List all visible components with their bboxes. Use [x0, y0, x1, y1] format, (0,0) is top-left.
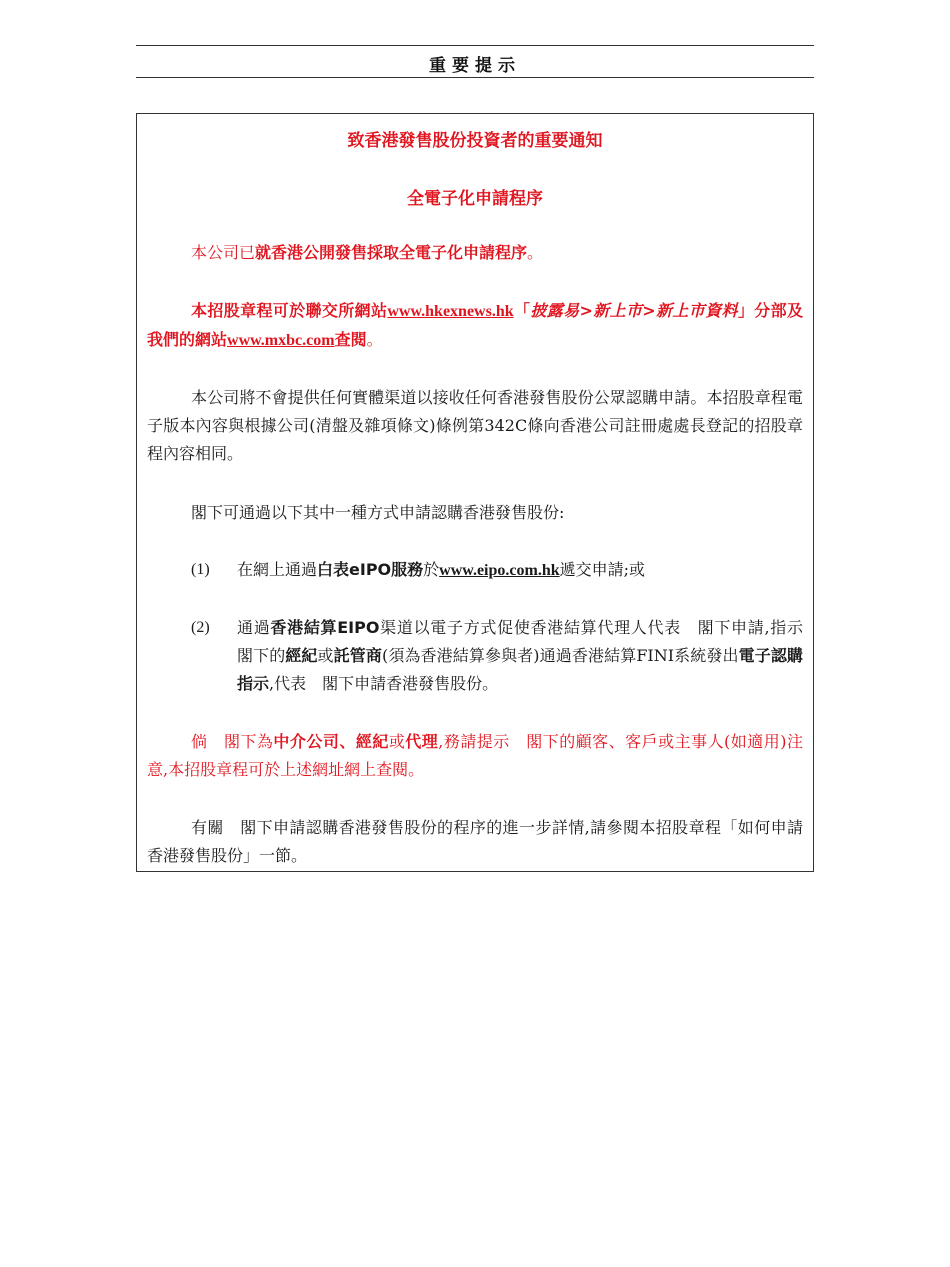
page-header	[136, 45, 814, 78]
paragraph-application-methods: 閣下可通過以下其中一種方式申請認購香港發售股份:	[191, 503, 565, 522]
hkexnews-link[interactable]: www.hkexnews.hk	[387, 303, 514, 320]
company-website-link[interactable]: www.mxbc.com	[227, 332, 335, 349]
paragraph-electronic-process: 本公司已就香港公開發售採取全電子化申請程序。	[191, 243, 544, 262]
notice-title: 致香港發售股份投資者的重要通知	[347, 131, 603, 151]
list-item-white-form: (1) 在網上通過白表eIPO服務於www.eipo.com.hk遞交申請;或	[191, 560, 646, 579]
paragraph-intermediaries: 倘 閣下為中介公司、經紀或代理,務請提示 閣下的顧客、客戶或主事人(如適用)注意,本招股章程可於上述網址網上查閱。	[147, 732, 803, 779]
hkexnews-path: 披露易>新上市>新上市資料	[530, 301, 738, 320]
paragraph-no-physical-channels: 本公司將不會提供任何實體渠道以接收任何香港發售股份公眾認購申請。本招股章程電子版本內容與根據公司(清盤及雜項條文)條例第342C條向香港公司註冊處處長登記的招股章程內容相同。	[147, 388, 803, 463]
paragraph-prospectus-availability: 本招股章程可於聯交所網站www.hkexnews.hk「披露易>新上市>新上市資料」分部及我們的網站www.mxbc.com查閱。	[147, 301, 803, 349]
notice-subtitle: 全電子化申請程序	[407, 189, 543, 209]
notice-box	[136, 113, 819, 872]
list-item-hkscc-eipo: (2) 通過香港結算EIPO渠道以電子方式促使香港結算代理人代表 閣下申請,指示 閣下的經紀或託管商(須為香港結算參與者)通過香港結算FINI系統發出電子認購指示,代表 閣下申請香港發售股份。	[191, 618, 819, 693]
header-title: 重要提示	[429, 56, 521, 76]
eipo-link[interactable]: www.eipo.com.hk	[439, 562, 560, 579]
paragraph-further-details: 有關 閣下申請認購香港發售股份的程序的進一步詳情,請參閱本招股章程「如何申請香港發售股份」一節。	[147, 818, 803, 865]
